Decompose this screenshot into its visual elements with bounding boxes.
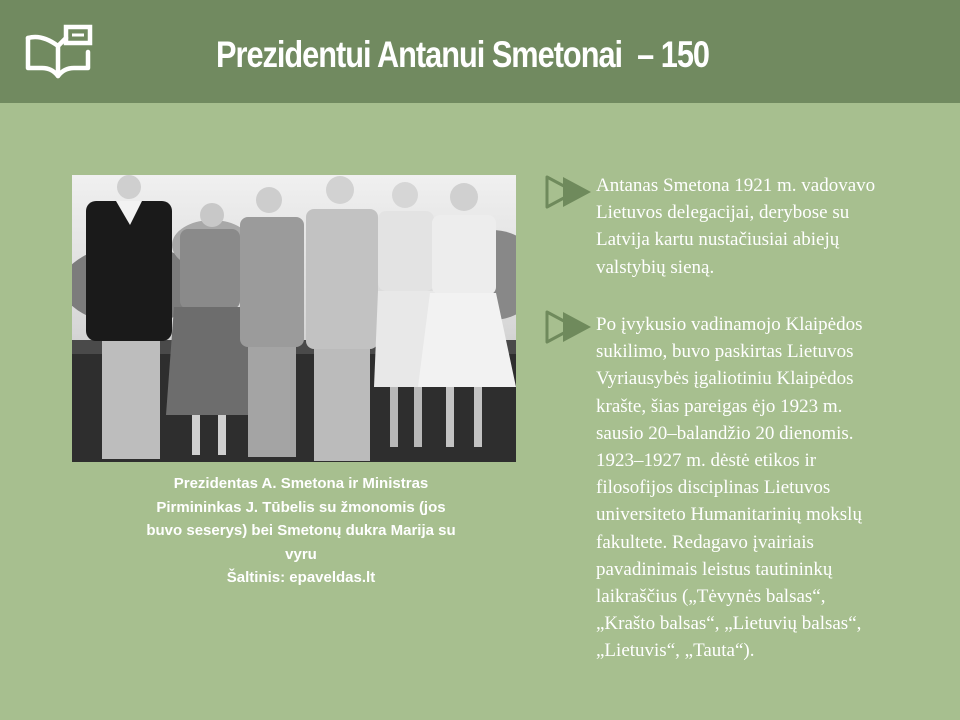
text-line: krašte, šias pareigas ėjo 1923 m. <box>596 395 843 417</box>
text-line: Po įvykusio vadinamojo Klaipėdos <box>596 314 863 335</box>
text-line: Antanas Smetona 1921 m. vadovavo <box>596 175 876 196</box>
text-line: „Lietuvis“, „Tauta“). <box>596 640 755 662</box>
text-line: sausio 20–balandžio 20 dienomis. <box>596 422 854 444</box>
text-line: Latvija kartu nustačiusiai abiejų <box>596 229 840 251</box>
caption-source: Šaltinis: epaveldas.lt <box>226 569 376 586</box>
caption-line: vyru <box>285 545 317 563</box>
text-line: sukilimo, buvo paskirtas Lietuvos <box>596 341 854 363</box>
text-line: Vyriausybės įgaliotiniu Klaipėdos <box>596 368 854 390</box>
text-line: filosofijos disciplinas Lietuvos <box>596 477 831 499</box>
bullet-text-delegation <box>596 172 936 281</box>
photo-caption <box>100 472 502 590</box>
text-line: Lietuvos delegacijai, derybose su <box>596 202 850 224</box>
double-arrow-right-icon <box>545 310 593 344</box>
text-line: valstybių sieną. <box>596 256 715 278</box>
caption-line: Pirmininkas J. Tūbelis su žmonomis (jos <box>156 498 446 516</box>
page-title: Prezidentui Antanui Smetonai – 150 <box>216 34 710 75</box>
open-book-icon <box>24 24 94 80</box>
text-line: universiteto Humanitarinių mokslų <box>596 504 862 526</box>
caption-line: Prezidentas A. Smetona ir Ministras <box>173 475 429 492</box>
text-line: laikraščius („Tėvynės balsas“, <box>596 586 826 608</box>
text-line: „Krašto balsas“, „Lietuvių balsas“, <box>596 613 862 635</box>
header-bar <box>0 0 960 103</box>
bullet-text-klaipeda <box>596 311 936 665</box>
double-arrow-right-icon <box>545 175 593 209</box>
caption-line: buvo seserys) bei Smetonų dukra Marija su <box>146 522 456 539</box>
text-line: fakultete. Redagavo įvairiais <box>596 531 814 553</box>
text-line: pavadinimais leistus tautininkų <box>596 558 833 580</box>
text-line: 1923–1927 m. dėstė etikos ir <box>596 450 817 472</box>
historical-group-photo <box>72 175 516 462</box>
